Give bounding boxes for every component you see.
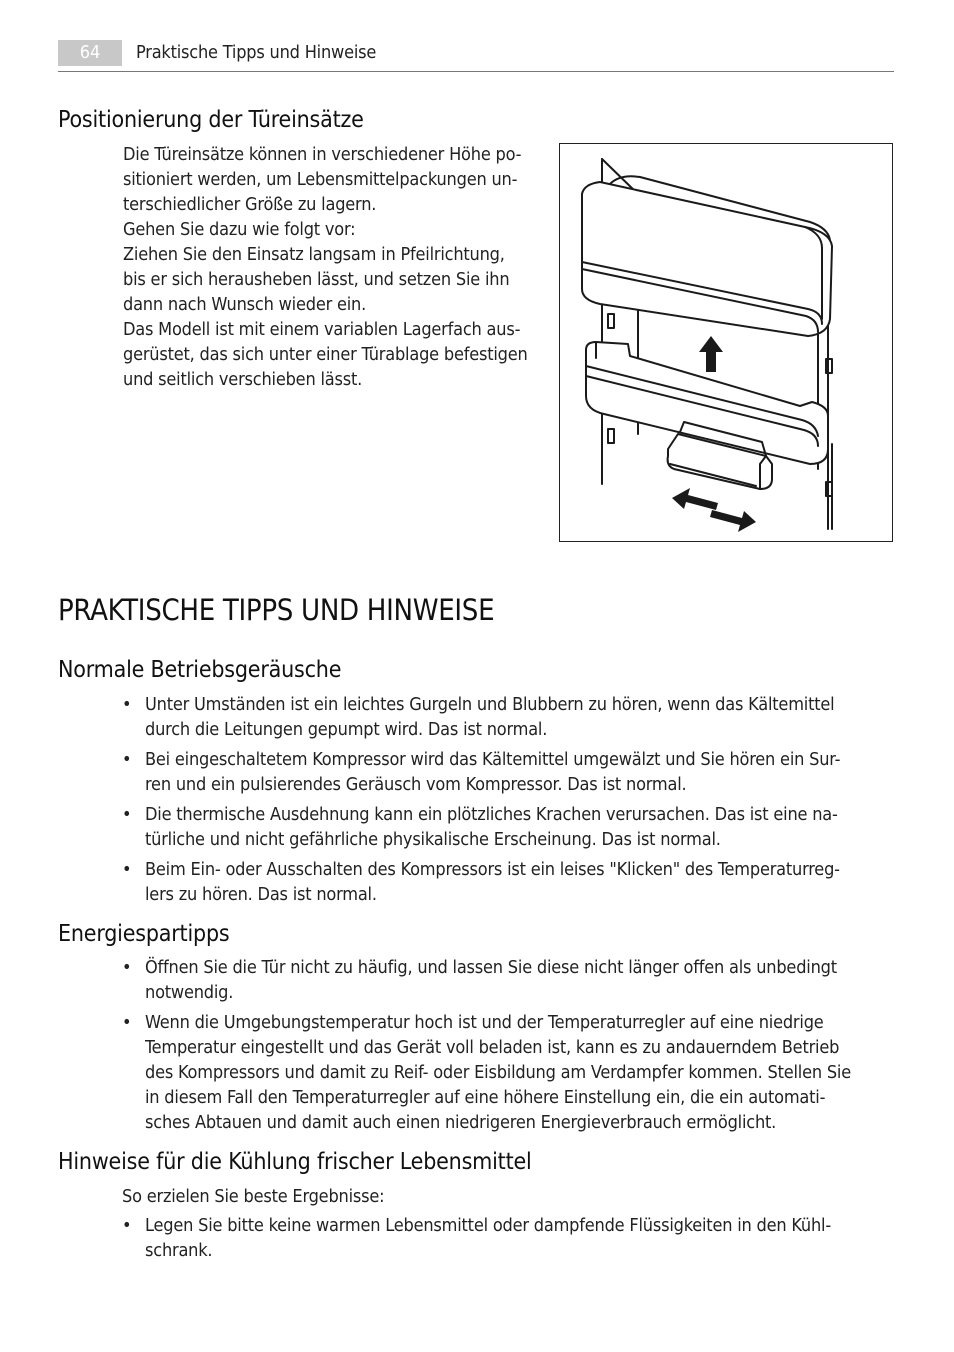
text-line: ren und ein pulsierendes Geräusch vom Kompressor. Das ist normal. <box>145 774 687 795</box>
page-header <box>58 40 894 72</box>
text-line: und seitlich verschieben lässt. <box>123 369 363 390</box>
list-item <box>122 747 840 797</box>
list-item <box>122 955 851 1005</box>
list-item <box>122 1010 851 1135</box>
text-line: notwendig. <box>145 982 234 1003</box>
main-title: PRAKTISCHE TIPPS UND HINWEISE <box>58 593 495 627</box>
operating-noises-list <box>122 692 840 912</box>
text-line: Die Türeinsätze können in verschiedener Höhe po- <box>123 144 522 165</box>
text-line: terschiedlicher Größe zu lagern. <box>123 194 377 215</box>
list-item <box>122 692 840 742</box>
door-inserts-paragraph <box>123 142 528 392</box>
heading-door-inserts: Positionierung der Türeinsätze <box>58 107 364 133</box>
text-line: türliche und nicht gefährliche physikalische Erscheinung. Das ist normal. <box>145 829 721 850</box>
door-shelf-illustration <box>559 143 893 542</box>
energy-tips-list <box>122 955 851 1140</box>
heading-fresh-food: Hinweise für die Kühlung frischer Lebensmittel <box>58 1149 532 1175</box>
text-line: schrank. <box>145 1240 213 1261</box>
heading-operating-noises: Normale Betriebsgeräusche <box>58 657 342 683</box>
text-line: des Kompressors und damit zu Reif- oder Eisbildung am Verdampfer kommen. Stellen Sie <box>145 1062 852 1083</box>
text-line: • Legen Sie bitte keine warmen Lebensmittel oder dampfende Flüssigkeiten in den Kühl- <box>145 1215 831 1236</box>
text-line: Ziehen Sie den Einsatz langsam in Pfeilrichtung, <box>123 244 505 265</box>
text-line: • Unter Umständen ist ein leichtes Gurgeln und Blubbern zu hören, wenn das Kältemittel <box>145 694 835 715</box>
door-shelf-drawing <box>560 144 892 541</box>
list-item <box>122 802 840 852</box>
text-line: bis er sich herausheben lässt, und setzen Sie ihn <box>123 269 510 290</box>
page-number: 64 <box>58 40 122 66</box>
text-line: • Wenn die Umgebungstemperatur hoch ist und der Temperaturregler auf eine niedrige <box>145 1012 824 1033</box>
text-line: Temperatur eingestellt und das Gerät voll beladen ist, kann es zu andauerndem Betrieb <box>145 1037 840 1058</box>
header-title: Praktische Tipps und Hinweise <box>136 42 377 63</box>
heading-energy-tips: Energiespartipps <box>58 921 230 947</box>
text-line: Gehen Sie dazu wie folgt vor: <box>123 219 356 240</box>
text-line: lers zu hören. Das ist normal. <box>145 884 377 905</box>
text-line: gerüstet, das sich unter einer Türablage befestigen <box>123 344 528 365</box>
text-line: in diesem Fall den Temperaturregler auf eine höhere Einstellung ein, die ein automati- <box>145 1087 826 1108</box>
list-item <box>122 1213 831 1263</box>
text-line: dann nach Wunsch wieder ein. <box>123 294 367 315</box>
text-line: • Öffnen Sie die Tür nicht zu häufig, und lassen Sie diese nicht länger offen als unbedingt <box>145 957 837 978</box>
fresh-food-list <box>122 1213 831 1268</box>
text-line: • Bei eingeschaltetem Kompressor wird das Kältemittel umgewälzt und Sie hören ein Sur- <box>145 749 841 770</box>
text-line: Das Modell ist mit einem variablen Lagerfach aus- <box>123 319 521 340</box>
list-item <box>122 857 840 907</box>
text-line: sitioniert werden, um Lebensmittelpackungen un- <box>123 169 518 190</box>
text-line: • Beim Ein- oder Ausschalten des Kompressors ist ein leises "Klicken" des Temperaturreg- <box>145 859 840 880</box>
text-line: sches Abtauen und damit auch einen niedrigeren Energieverbrauch ermöglicht. <box>145 1112 777 1133</box>
fresh-food-intro: So erzielen Sie beste Ergebnisse: <box>122 1186 385 1207</box>
text-line: • Die thermische Ausdehnung kann ein plötzliches Krachen verursachen. Das ist eine na- <box>145 804 838 825</box>
text-line: durch die Leitungen gepumpt wird. Das ist normal. <box>145 719 548 740</box>
